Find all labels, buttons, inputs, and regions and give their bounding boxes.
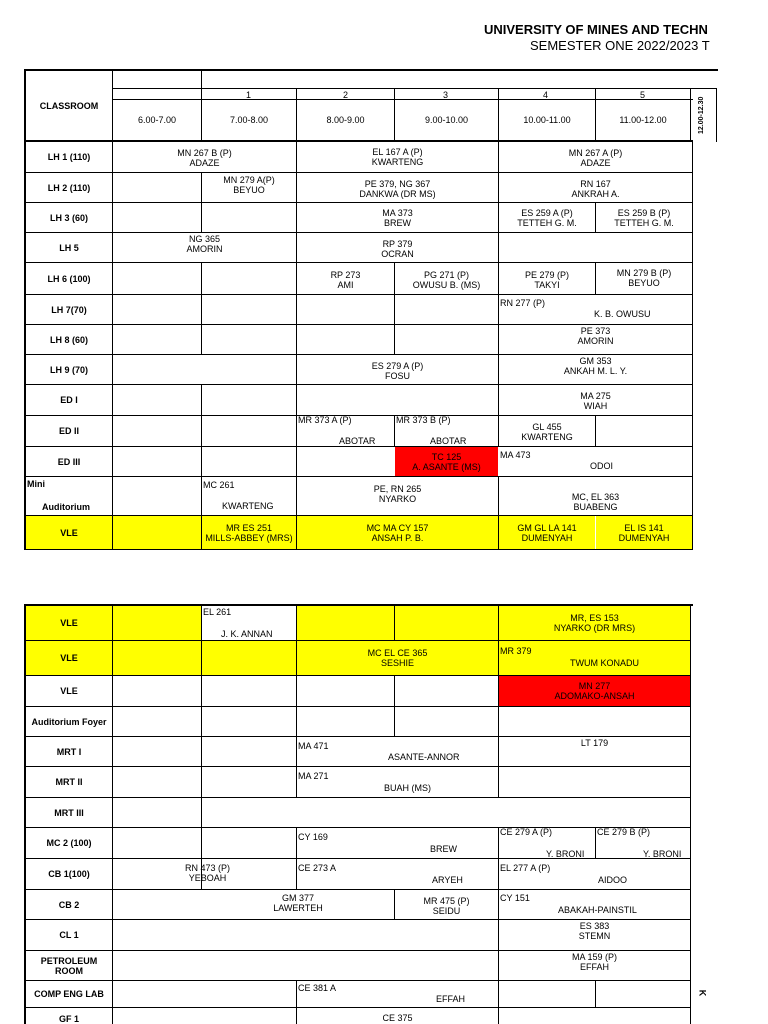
row-label: CL 1 (59, 930, 79, 940)
row-label: LH 3 (60) (49, 212, 88, 223)
schedule-cell: MR 475 (P) SEIDU (423, 896, 470, 916)
schedule-cell-lecturer: Y. BRONI (546, 849, 585, 859)
schedule-cell-lecturer: BREW (430, 844, 457, 854)
row-label: MRT I (56, 746, 82, 757)
row-label: Mini (27, 479, 45, 489)
schedule-cell-course: MR 373 A (P) (298, 415, 352, 425)
schedule-cell-lecturer: ARYEH (432, 875, 463, 885)
schedule-cell-lecturer: ABAKAH-PAINSTIL (558, 905, 637, 915)
schedule-cell-lecturer: KWARTENG (222, 501, 274, 511)
schedule-cell-lecturer: Y. BRONI (643, 849, 682, 859)
row-label: ED II (58, 426, 79, 436)
row-label: VLE (26, 606, 112, 640)
row-label: MC 2 (100) (46, 838, 92, 848)
row-label: LH 6 (100) (47, 273, 91, 284)
row-label: PETROLEUM ROOM (40, 955, 98, 976)
schedule-cell: PG 271 (P) OWUSU B. (MS) (412, 269, 481, 290)
row-label: LH 1 (110) (47, 152, 91, 162)
schedule-cell: ES 259 A (P) TETTEH G. M. (517, 208, 577, 228)
schedule-cell: RN 167 ANKRAH A. (571, 178, 620, 199)
schedule-cell: PE 379, NG 367 DANKWA (DR MS) (359, 178, 436, 199)
schedule-cell-lecturer: AIDOO (598, 875, 628, 885)
row-label: GF 1 (58, 1014, 79, 1024)
row-label: CB 2 (58, 899, 80, 910)
break-time: 12.00-12.30 (698, 96, 705, 134)
schedule-cell: EL 167 A (P) KWARTENG (371, 146, 424, 167)
schedule-cell-course: CE 279 A (P) (500, 827, 553, 837)
schedule-cell-highlighted: MR ES 251 MILLS-ABBEY (MRS) (202, 516, 296, 549)
schedule-cell: LT 179 (580, 738, 609, 748)
row-label: LH 7(70) (51, 304, 87, 315)
schedule-cell: ES 259 B (P) TETTEH G. M. (614, 208, 674, 228)
period-number: 3 (443, 90, 449, 100)
schedule-cell-highlighted: MR 379 TWUM KONADU (499, 641, 690, 675)
schedule-cell-course: CE 279 B (P) (597, 827, 651, 837)
row-label: LH 8 (60) (49, 334, 88, 345)
time-slot: 6.00-7.00 (137, 115, 177, 125)
period-number: 2 (343, 90, 349, 100)
schedule-cell: GM 377 LAWERTEH (273, 893, 323, 913)
row-label: VLE (60, 686, 78, 696)
schedule-cell-highlighted: TC 125 A. ASANTE (MS) (395, 447, 498, 476)
classroom-header: CLASSROOM (39, 100, 99, 111)
university-title: UNIVERSITY OF MINES AND TECHN (484, 22, 708, 37)
time-slot: 11.00-12.00 (619, 115, 667, 125)
schedule-cell-highlighted: EL IS 141 DUMENYAH (596, 516, 692, 549)
time-slot: 9.00-10.00 (424, 115, 469, 125)
schedule-cell-course: MR 373 B (P) (396, 415, 451, 425)
row-label: LH 9 (70) (49, 364, 88, 375)
time-slot: 10.00-11.00 (523, 115, 571, 125)
schedule-cell-lecturer: BUAH (MS) (384, 783, 431, 793)
schedule-cell-lecturer: ABOTAR (339, 436, 376, 446)
schedule-cell: RP 379 OCRAN (381, 238, 414, 259)
schedule-cell: MN 279 A(P) BEYUO (223, 175, 275, 195)
schedule-cell-highlighted: MR, ES 153 NYARKO (DR MRS) (499, 606, 690, 640)
schedule-cell-lecturer: EFFAH (436, 994, 466, 1004)
schedule-cell-course: RN 277 (P) (500, 298, 546, 308)
schedule-cell: RN 473 (P) YEBOAH (184, 863, 230, 883)
schedule-cell-highlighted: MC EL CE 365 SESHIE (297, 641, 498, 675)
schedule-cell: MN 267 B (P) ADAZE (177, 147, 232, 168)
schedule-cell: MN 279 B (P) BEYUO (616, 267, 672, 288)
schedule-cell: MA 159 (P) EFFAH (571, 952, 618, 972)
schedule-cell-lecturer: K. B. OWUSU (594, 309, 651, 319)
schedule-cell-course: MC 261 (203, 480, 235, 490)
row-label: MRT II (55, 777, 83, 787)
row-label: MRT III (54, 807, 84, 818)
schedule-cell-course: MA 271 (298, 771, 329, 781)
schedule-cell: GM 353 ANKAH M. L. Y. (563, 356, 628, 376)
schedule-cell-lecturer: ABOTAR (430, 436, 467, 446)
period-number: 4 (543, 90, 549, 100)
schedule-cell: CE 375 (382, 1013, 413, 1023)
schedule-cell-course: EL 277 A (P) (500, 863, 551, 873)
schedule-cell-course: CE 381 A (298, 983, 337, 993)
schedule-cell-lecturer: J. K. ANNAN (221, 629, 273, 639)
schedule-cell: ES 383 STEMN (578, 921, 611, 941)
schedule-cell-lecturer: ASANTE-ANNOR (388, 752, 460, 762)
row-label: VLE (26, 516, 112, 549)
schedule-cell: MA 373 BREW (382, 208, 413, 228)
schedule-cell: MC, EL 363 BUABENG (571, 491, 620, 512)
row-label: LH 2 (110) (47, 182, 91, 193)
schedule-cell-lecturer: ODOI (590, 461, 614, 471)
schedule-cell: PE 373 AMORIN (577, 326, 614, 346)
schedule-cell: NG 365 AMORIN (186, 234, 223, 254)
period-number: 1 (246, 90, 252, 100)
time-slot: 8.00-9.00 (326, 115, 365, 125)
row-label: CB 1(100) (48, 869, 90, 879)
schedule-cell: RP 273 AMI (330, 269, 361, 290)
schedule-cell-highlighted: MC MA CY 157 ANSAH P. B. (297, 516, 498, 549)
row-label: Auditorium (42, 502, 90, 512)
row-label: LH 5 (59, 242, 79, 253)
schedule-cell-course: MA 473 (500, 450, 531, 460)
schedule-cell: GL 455 KWARTENG (521, 422, 573, 442)
schedule-cell-course: CY 169 (298, 832, 328, 842)
semester-subtitle: SEMESTER ONE 2022/2023 T (530, 38, 710, 53)
row-label: Auditorium Foyer (31, 716, 107, 727)
schedule-cell-course: EL 261 (203, 607, 232, 617)
schedule-cell: PE 279 (P) TAKYI (524, 269, 570, 290)
row-label: COMP ENG LAB (34, 989, 104, 999)
period-number: 5 (640, 90, 646, 100)
schedule-cell-course: MA 471 (298, 741, 329, 751)
schedule-cell-highlighted: MN 277 ADOMAKO-ANSAH (499, 676, 690, 706)
schedule-cell: ES 279 A (P) FOSU (371, 360, 424, 381)
row-label: ED III (57, 456, 81, 467)
time-slot: 7.00-8.00 (229, 115, 269, 125)
schedule-cell-course: CY 151 (500, 893, 530, 903)
schedule-cell-highlighted: GM GL LA 141 DUMENYAH (499, 516, 595, 549)
side-mark: K (697, 989, 708, 997)
row-label: ED I (60, 395, 78, 405)
row-label: VLE (26, 641, 112, 675)
schedule-cell-course: CE 273 A (298, 863, 337, 873)
schedule-cell: MN 267 A (P) ADAZE (568, 147, 623, 168)
schedule-cell: MA 275 WIAH (580, 391, 611, 411)
schedule-cell: PE, RN 265 NYARKO (373, 484, 422, 504)
